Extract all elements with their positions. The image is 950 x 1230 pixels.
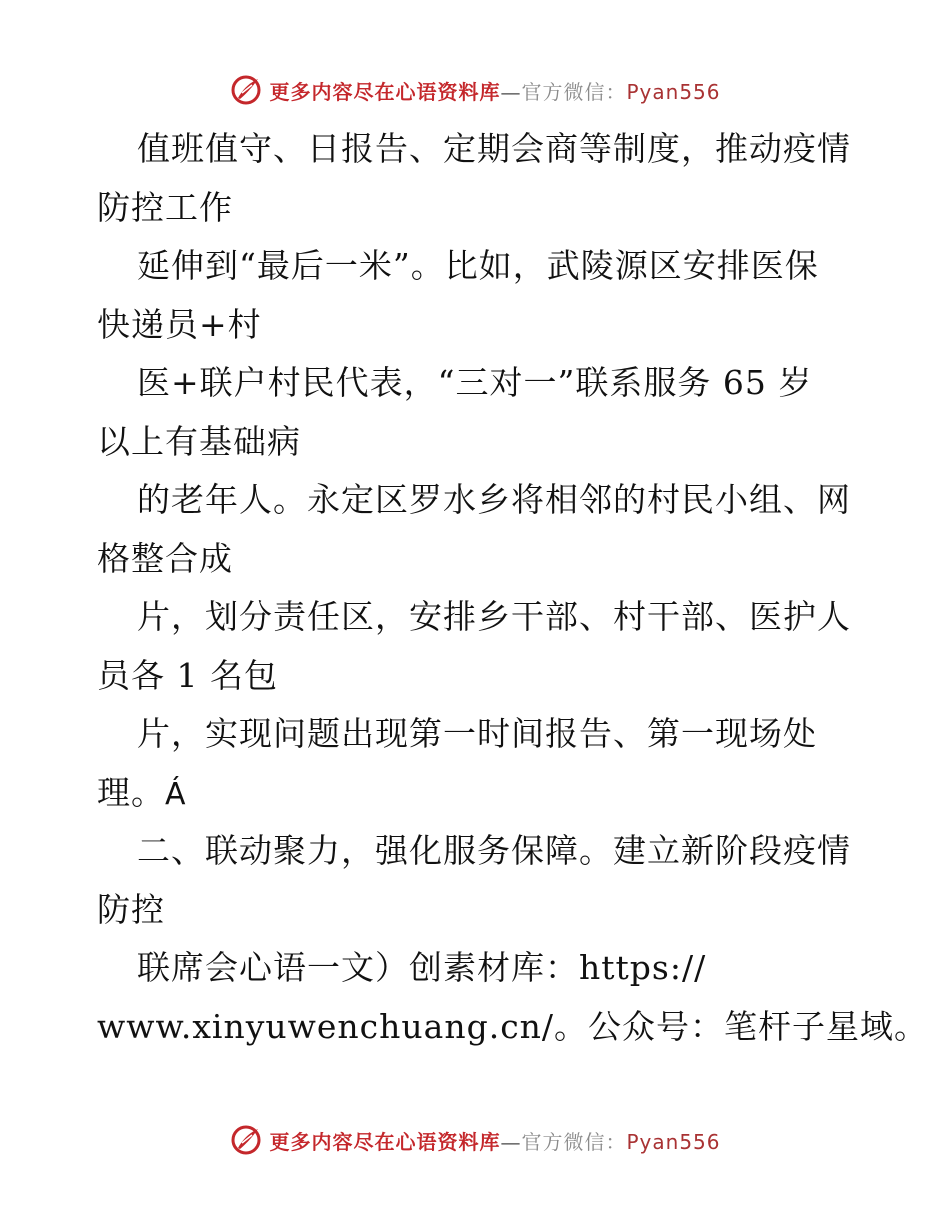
banner-wechat-id: Pyan556	[626, 79, 721, 104]
text-line: 以上有基础病	[97, 421, 301, 461]
banner-text	[269, 1126, 720, 1155]
banner-dash: —	[500, 79, 522, 104]
banner-site-name: 更多内容尽在心语资料库	[269, 79, 501, 104]
text-line: 值班值守、日报告、定期会商等制度，推动疫情	[137, 129, 851, 168]
banner-text	[269, 76, 720, 105]
text-line: 联席会心语一文）创素材库：https://	[137, 948, 707, 987]
text-line: 片，划分责任区，安排乡干部、村干部、医护人	[137, 597, 851, 636]
text-line-with-mark	[97, 764, 857, 823]
banner-wechat-id: Pyan556	[626, 1129, 721, 1154]
feather-swirl-logo	[229, 73, 263, 107]
banner-wechat-label: 官方微信：	[521, 79, 627, 104]
text-line: 的老年人。永定区罗水乡将相邻的村民小组、网	[137, 480, 851, 519]
document-body	[97, 120, 929, 1056]
text-line: 二、联动聚力，强化服务保障。建立新阶段疫情	[137, 831, 851, 870]
text-line: 快递员+村	[97, 304, 262, 344]
header-banner	[0, 70, 950, 110]
text-line: 延伸到“最后一米”。比如，武陵源区安排医保	[137, 246, 819, 285]
text-line: 员各 1 名包	[97, 655, 278, 695]
text-line: 防控	[97, 889, 165, 929]
feather-swirl-logo	[229, 1123, 263, 1157]
banner-dash: —	[500, 1129, 522, 1154]
text-line: 片，实现问题出现第一时间报告、第一现场处	[137, 714, 817, 753]
text-line: 格整合成	[97, 538, 233, 578]
banner-site-name: 更多内容尽在心语资料库	[269, 1129, 501, 1154]
banner-wechat-label: 官方微信：	[521, 1129, 627, 1154]
stray-mark: Á	[165, 776, 187, 812]
text-line: www.xinyuwenchuang.cn/。公众号：笔杆子星域。	[97, 1006, 929, 1046]
text-segment: 理。	[97, 772, 165, 812]
footer-banner	[0, 1120, 950, 1160]
text-line: 医+联户村民代表，“三对一”联系服务 65 岁	[137, 363, 813, 402]
text-line: 防控工作	[97, 187, 233, 227]
